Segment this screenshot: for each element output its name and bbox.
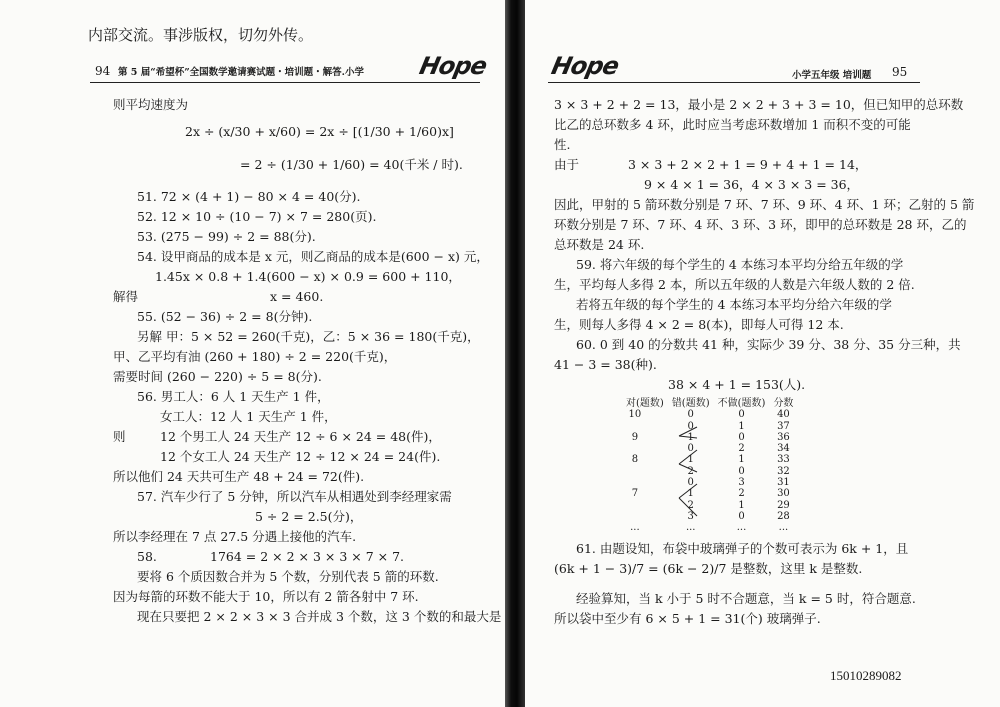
right-header-title: 小学五年级 培训题 (792, 70, 872, 81)
table-cell: 2 (687, 499, 694, 511)
right-page (530, 0, 1000, 707)
text-line: 性. (554, 137, 571, 152)
phone-number: 15010289082 (830, 668, 902, 683)
answer-60: 60. 0 到 40 的分数共 41 种，实际少 39 分、38 分、35 分三种，共 (576, 337, 961, 352)
text-line: 环数分别是 7 环、7 环、4 环、3 环、3 环，即甲的总环数是 28 环，乙的 (554, 217, 967, 232)
answer-54: 54. 设甲商品的成本是 x 元，则乙商品的成本是(600 − x) 元， (137, 249, 489, 264)
table-cell: ... (736, 522, 747, 534)
table-cell: 0 (738, 465, 745, 477)
text-line: (6k + 1 − 3)/7 = (6k − 2)/7 是整数，这里 k 是整数. (554, 561, 863, 576)
text-line: 所以李经理在 7 点 27.5 分遇上接他的汽车. (113, 529, 357, 544)
branch-line (679, 436, 697, 438)
text-line: 41 − 3 = 38(种). (554, 357, 657, 372)
branch-line (679, 498, 697, 516)
table-cell: ... (685, 522, 696, 534)
table-header-cell: 分数 (773, 398, 794, 409)
book-spine (505, 0, 525, 707)
text-line: 所以袋中至少有 6 × 5 + 1 = 31(个) 玻璃弹子. (554, 611, 821, 626)
answer-55: 55. (52 − 36) ÷ 2 = 8(分钟). (137, 309, 313, 324)
table-cell: 29 (777, 499, 790, 511)
table-cell (622, 477, 668, 488)
hope-logo: Hope (549, 52, 622, 80)
text-line: 生，平均每人多得 2 本，所以五年级的人数是六年级人数的 2 倍. (554, 277, 915, 292)
table-cell: 36 (777, 431, 790, 443)
text-line: 生，则每人多得 4 × 2 = 8(本)，即每人可得 12 本. (554, 317, 844, 332)
table-cell (622, 421, 668, 432)
table-cell: 3 (738, 477, 745, 489)
table-cell: 31 (777, 477, 790, 489)
left-header-rule (90, 82, 480, 83)
text-line: 所以他们 24 天共可生产 48 + 24 = 72(件). (113, 469, 365, 484)
formula-line: = 2 ÷ (1/30 + 1/60) = 40(千米 / 时). (240, 157, 463, 172)
text-line: 1.45x × 0.8 + 1.4(600 − x) × 0.9 = 600 + 110， (155, 269, 461, 284)
table-cell (622, 443, 668, 454)
text-line: 则 (113, 429, 126, 444)
formula-line: 2x ÷ (x/30 + x/60) = 2x ÷ [(1/30 + 1/60)x] (185, 124, 454, 139)
text-line: 12 个男工人 24 天生产 12 ÷ 6 × 24 = 48(件)， (160, 429, 441, 444)
table-cell: 1 (687, 488, 694, 500)
table-cell: 8 (631, 454, 639, 466)
text-line: 3 × 3 + 2 + 2 = 13，最小是 2 × 2 + 3 + 3 = 10，但已知甲的总环数 (554, 97, 964, 112)
left-header-title: 第 5 届“希望杯”全国数学邀请赛试题・培训题・解答.小学 (118, 67, 364, 78)
text-line: 9 × 4 × 1 = 36，4 × 3 × 3 = 36， (644, 177, 860, 192)
table-cell: 1 (687, 431, 694, 443)
text-line: 因此，甲射的 5 箭环数分别是 7 环、7 环、9 环、4 环、1 环；乙射的 5 箭 (554, 197, 975, 212)
table-cell: 0 (687, 409, 694, 421)
answer-53: 53. (275 − 99) ÷ 2 = 88(分). (137, 229, 316, 244)
table-cell: ... (778, 522, 789, 534)
text-line: 若将五年级的每个学生的 4 本练习本平均分给六年级的学 (576, 297, 892, 312)
answer-56: 56. 男工人：6 人 1 天生产 1 件， (137, 389, 330, 404)
table-cell: 0 (687, 420, 694, 432)
text-line: 要将 6 个质因数合并为 5 个数，分别代表 5 箭的环数. (137, 569, 439, 584)
table-cell: 30 (777, 488, 790, 500)
table-cell: 1 (738, 499, 745, 511)
table-cell: 2 (738, 488, 745, 500)
text-line: 38 × 4 + 1 = 153(人). (668, 377, 806, 392)
right-page-number: 95 (892, 65, 908, 79)
hope-logo: Hope (417, 52, 490, 80)
table-cell (622, 500, 668, 511)
branch-lines (675, 418, 725, 528)
answer-52: 52. 12 × 10 ÷ (10 − 7) × 7 = 280(页). (137, 209, 377, 224)
table-header-row (622, 398, 797, 409)
branch-line (679, 484, 697, 498)
answer-58: 58. (137, 549, 157, 564)
table-cell: 0 (738, 510, 745, 522)
table-cell: 0 (738, 409, 745, 421)
text-line: 3 × 3 + 2 × 2 + 1 = 9 + 4 + 1 = 14， (628, 157, 868, 172)
answer-51: 51. 72 × (4 + 1) − 80 × 4 = 40(分). (137, 189, 361, 204)
table-cell: 2 (687, 465, 694, 477)
table-cell (622, 511, 668, 522)
text-line: 比乙的总环数多 4 环，此时应当考虑环数增加 1 而积不变的可能 (554, 117, 911, 132)
text-line: 因为每箭的环数不能大于 10，所以有 2 箭各射中 7 环. (113, 589, 419, 604)
table-cell: 34 (777, 443, 790, 455)
table-cell: 40 (777, 409, 790, 421)
table-cell: 33 (777, 454, 790, 466)
table-cell: 1 (738, 420, 745, 432)
text-line: 总环数是 24 环. (554, 237, 645, 252)
branch-line (679, 427, 697, 436)
table-cell: ... (630, 522, 640, 534)
table-cell: 2 (738, 443, 745, 455)
table-cell (622, 466, 668, 477)
text-line: 由于 (554, 157, 580, 172)
right-header-rule (548, 82, 920, 83)
table-cell: 37 (777, 420, 790, 432)
text-line: 现在只要把 2 × 2 × 3 × 3 合并成 3 个数，这 3 个数的和最大是 (137, 609, 502, 624)
text-line: 解得 (113, 289, 139, 304)
table-cell: 0 (687, 477, 694, 489)
branch-line (679, 464, 697, 472)
text-line: x = 460. (270, 289, 324, 304)
text-line: 需要时间 (260 − 220) ÷ 5 = 8(分). (113, 369, 322, 384)
text-line: 1764 = 2 × 2 × 3 × 3 × 7 × 7. (210, 549, 405, 564)
table-cell: 0 (687, 443, 694, 455)
table-cell: 1 (738, 454, 745, 466)
text-line: 甲、乙平均有油 (260 + 180) ÷ 2 = 220(千克)， (113, 349, 397, 364)
text-line: 12 个女工人 24 天生产 12 ÷ 12 × 24 = 24(件). (160, 449, 441, 464)
text-line: 经验算知，当 k 小于 5 时不合题意，当 k = 5 时，符合题意. (576, 591, 916, 606)
table-cell: 7 (631, 488, 639, 500)
table-cell: 1 (687, 454, 694, 466)
text-line: 则平均速度为 (113, 97, 189, 112)
table-header-cell: 不做(题数) (717, 398, 766, 409)
branch-line (679, 450, 697, 464)
text-line: 5 ÷ 2 = 2.5(分)， (255, 509, 363, 524)
left-page-number: 94 (95, 64, 111, 78)
table-cell: 3 (687, 510, 694, 522)
table-cell: 10 (628, 409, 642, 421)
watermark-notice: 内部交流。事涉版权，切勿外传。 (88, 26, 314, 44)
table-cell: 32 (777, 465, 790, 477)
text-line: 另解 甲：5 × 52 = 260(千克)，乙：5 × 36 = 180(千克)， (137, 329, 480, 344)
table-header-cell: 错(题数) (671, 398, 710, 409)
table-header-cell: 对(题数) (626, 398, 664, 409)
answer-61: 61. 由题设知，布袋中玻璃弹子的个数可表示为 6k + 1，且 (576, 541, 909, 556)
answer-57: 57. 汽车少行了 5 分钟，所以汽车从相遇处到李经理家需 (137, 489, 452, 504)
text-line: 女工人：12 人 1 天生产 1 件， (160, 409, 337, 424)
table-cell: 0 (738, 431, 745, 443)
table-cell: 9 (631, 431, 639, 443)
table-cell: 28 (777, 510, 790, 522)
answer-59: 59. 将六年级的每个学生的 4 本练习本平均分给五年级的学 (576, 257, 904, 272)
